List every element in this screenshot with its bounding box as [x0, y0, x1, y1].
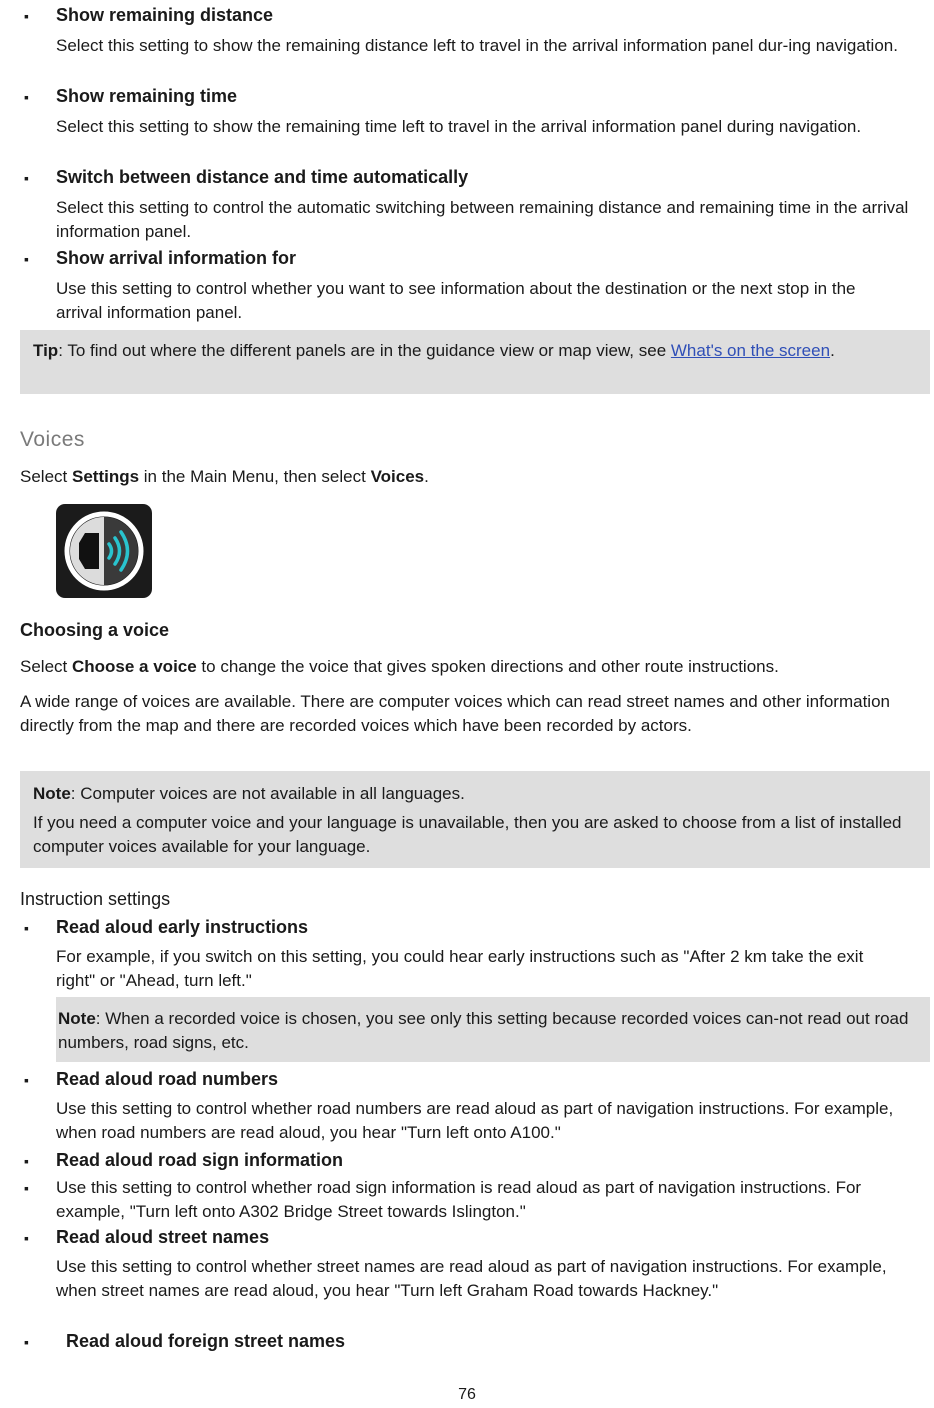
voices-term: Voices [370, 467, 425, 486]
bullet-marker: ▪ [24, 89, 29, 105]
bullet-marker: ▪ [24, 1153, 29, 1169]
setting-description: Use this setting to control whether you want to see information about the destination or the next stop in the arrival information panel. [56, 279, 856, 322]
setting-description: For example, if you switch on this setting, you could hear early instructions such as "After 2 km take the exit right" or "Ahead, turn left." [56, 947, 864, 990]
setting-description: Select this setting to control the automatic switching between remaining distance and remaining time in the arrival information panel. [56, 198, 909, 241]
bullet-marker: ▪ [24, 1230, 29, 1246]
note-line-2: If you need a computer voice and your language is unavailable, then you are asked to choose from a list of installed computer voices available for your language. [33, 813, 902, 856]
whats-on-screen-link[interactable]: What's on the screen [670, 341, 831, 360]
setting-title: Read aloud street names [56, 1227, 270, 1247]
setting-title: Show arrival information for [56, 248, 297, 268]
bullet-marker: ▪ [24, 8, 29, 24]
choosing-p1 [20, 655, 920, 679]
setting-title: Read aloud road sign information [56, 1150, 344, 1170]
p1-text: Select [20, 657, 72, 676]
setting-description: Use this setting to control whether road numbers are read aloud as part of navigation instructions. For example, when road numbers are read aloud, you hear "Turn left onto A100." [56, 1099, 894, 1142]
tip-body: : To find out where the different panels are in the guidance view or map view, see [58, 341, 671, 360]
setting-title: Show remaining time [56, 86, 238, 106]
note-label: Note [58, 1009, 96, 1028]
setting-title: Show remaining distance [56, 5, 274, 25]
intro-text: . [424, 467, 429, 486]
note-label: Note [33, 784, 71, 803]
setting-description: Use this setting to control whether road sign information is read aloud as part of navigation instructions. For example, "Turn left onto A302 Bridge Street towards Islington." [56, 1178, 862, 1221]
intro-text: in the Main Menu, then select [139, 467, 371, 486]
choose-voice-term: Choose a voice [71, 657, 197, 676]
subheading-choosing-voice: Choosing a voice [20, 620, 170, 640]
bullet-marker: ▪ [24, 170, 29, 186]
setting-description: Use this setting to control whether street names are read aloud as part of navigation instructions. For example, when street names are read aloud, you hear "Turn left Graham Road towards Hackney." [56, 1257, 887, 1300]
tip-label: Tip [33, 341, 59, 360]
choosing-p2: A wide range of voices are available. There are computer voices which can read street names and other information directly from the map and there are recorded voices which have been recorded by actors. [20, 692, 890, 735]
page-number: 76 [458, 1386, 476, 1403]
subheading-instruction-settings: Instruction settings [20, 889, 171, 909]
bullet-marker: ▪ [24, 1180, 29, 1196]
note-line-1 [33, 782, 918, 806]
note-text: : Computer voices are not available in all languages. [70, 784, 465, 803]
setting-description: Select this setting to show the remaining time left to travel in the arrival information panel during navigation. [56, 117, 862, 136]
p1-text: to change the voice that gives spoken directions and other route instructions. [196, 657, 779, 676]
bullet-marker: ▪ [24, 1072, 29, 1088]
bullet-marker: ▪ [24, 920, 29, 936]
tip-end: . [830, 341, 835, 360]
voice-speaker-icon [55, 503, 153, 599]
bullet-marker: ▪ [24, 1334, 29, 1350]
setting-title: Read aloud foreign street names [66, 1331, 346, 1351]
section-heading-voices: Voices [20, 428, 85, 451]
settings-term: Settings [71, 467, 140, 486]
setting-title: Read aloud early instructions [56, 917, 309, 937]
bullet-marker: ▪ [24, 251, 29, 267]
setting-title: Switch between distance and time automatically [56, 167, 469, 187]
voices-intro [20, 465, 429, 489]
setting-title: Read aloud road numbers [56, 1069, 279, 1089]
note-text: : When a recorded voice is chosen, you see only this setting because recorded voices can-not read out road numbers, road signs, etc. [58, 1009, 909, 1052]
note-recorded-voice [58, 1007, 918, 1054]
setting-description: Select this setting to show the remaining distance left to travel in the arrival information panel dur-ing navigation. [56, 36, 898, 55]
tip-text [33, 339, 918, 363]
intro-text: Select [20, 467, 72, 486]
